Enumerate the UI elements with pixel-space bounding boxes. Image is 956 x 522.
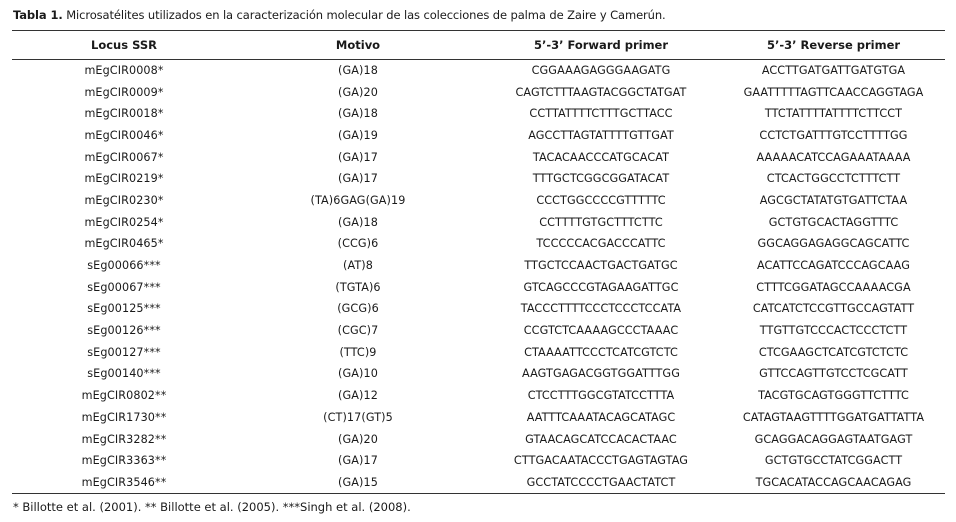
cell-reverse-primer: ACCTTGATGATTGATGTGA	[761, 64, 906, 78]
cell-forward-primer: AAGTGAGACGGTGGATTTGG	[522, 367, 680, 381]
cell-locus: mEgCIR0018*	[84, 107, 164, 121]
cell-forward-primer: CTTGACAATACCCTGAGTAGTAG	[513, 454, 689, 468]
cell-locus: sEg00066***	[87, 259, 161, 273]
table-row	[12, 103, 945, 125]
cell-locus: sEg00140***	[87, 367, 161, 381]
table-row	[12, 385, 945, 407]
cell-forward-primer: CCTTATTTTCTTTGCTTACC	[529, 107, 673, 121]
cell-motif: (GA)12	[338, 389, 378, 403]
cell-reverse-primer: TGCACATACCAGCAACAGAG	[722, 472, 945, 494]
table-header-row	[12, 31, 945, 60]
table-row	[12, 341, 945, 363]
cell-locus: mEgCIR1730**	[81, 410, 167, 424]
cell-reverse-primer: TTGTTGTCCCACTCCCTCTT	[759, 324, 908, 338]
cell-locus: sEg00127***	[87, 345, 161, 359]
cell-locus: mEgCIR0802**	[81, 389, 167, 403]
column-header-reverse-primer: 5’-3’ Reverse primer	[722, 31, 945, 60]
cell-reverse-primer: CTCACTGGCCTCTTTCTT	[766, 172, 901, 186]
cell-forward-primer: CCTTTTGTGCTTTCTTC	[539, 215, 663, 229]
cell-locus: mEgCIR0046*	[84, 128, 164, 142]
cell-locus: mEgCIR3546**	[12, 472, 236, 494]
cell-forward-primer: AGCCTTAGTATTTTGTTGAT	[528, 128, 674, 142]
cell-motif: (GA)17	[338, 172, 378, 186]
cell-forward-primer: TCCCCCACGACCCATTC	[536, 237, 666, 251]
table-row	[12, 81, 945, 103]
cell-reverse-primer: CCTCTGATTTGTCCTTTTGG	[759, 128, 908, 142]
cell-forward-primer: CCGTCTCAAAAGCCCTAAAC	[523, 324, 679, 338]
cell-locus: mEgCIR0067*	[84, 150, 164, 164]
cell-locus: mEgCIR3363**	[81, 454, 167, 468]
table-caption	[13, 8, 666, 22]
table-caption-text: Microsatélites utilizados en la caracterización molecular de las colecciones de palma de Zaire y Camerún.	[62, 8, 666, 22]
cell-forward-primer: TACCCTTTTCCCTCCCTCCATA	[520, 302, 682, 316]
cell-motif: (GA)15	[236, 472, 480, 494]
cell-reverse-primer: GGCAGGAGAGGCAGCATTC	[757, 237, 910, 251]
cell-forward-primer: CCCTGGCCCCGTTTTTC	[536, 193, 666, 207]
cell-reverse-primer: CATCATCTCCGTTGCCAGTATT	[752, 302, 915, 316]
ssr-primer-table	[12, 30, 945, 494]
table-row	[12, 190, 945, 212]
cell-forward-primer: CTCCTTTGGCGTATCCTTTA	[527, 389, 675, 403]
cell-motif: (GA)18	[338, 64, 378, 78]
cell-motif: (TTC)9	[339, 345, 377, 359]
cell-reverse-primer: GCAGGACAGGAGTAATGAGT	[754, 432, 913, 446]
cell-motif: (GA)18	[338, 215, 378, 229]
table-row	[12, 168, 945, 190]
cell-locus: sEg00125***	[87, 302, 161, 316]
ssr-table-container	[12, 30, 945, 494]
table-caption-label: Tabla 1.	[13, 8, 63, 22]
cell-motif: (GA)20	[338, 432, 378, 446]
cell-reverse-primer: AGCGCTATATGTGATTCTAA	[759, 193, 908, 207]
cell-forward-primer: TTTGCTCGGCGGATACAT	[532, 172, 670, 186]
cell-motif: (GA)20	[338, 85, 378, 99]
cell-reverse-primer: GAATTTTTAGTTCAACCAGGTAGA	[743, 85, 924, 99]
table-row	[12, 472, 945, 494]
table-body	[12, 60, 945, 494]
cell-forward-primer: TTGCTCCAACTGACTGATGC	[524, 259, 678, 273]
cell-forward-primer: AATTTCAAATACAGCATAGC	[526, 410, 676, 424]
column-header-forward-primer: 5’-3’ Forward primer	[480, 31, 722, 60]
cell-locus: mEgCIR0219*	[84, 172, 164, 186]
cell-reverse-primer: TTCTATTTTATTTTCTTCCT	[764, 107, 903, 121]
cell-locus: sEg00067***	[87, 280, 161, 294]
cell-forward-primer: GTAACAGCATCCACACTAAC	[525, 432, 677, 446]
cell-motif: (CGC)7	[337, 324, 379, 338]
table-row	[12, 60, 945, 82]
table-row	[12, 450, 945, 472]
cell-reverse-primer: ACATTCCAGATCCCAGCAAG	[756, 259, 911, 273]
cell-reverse-primer: GCTGTGCACTAGGTTTC	[768, 215, 899, 229]
table-row	[12, 146, 945, 168]
table-row	[12, 320, 945, 342]
cell-forward-primer: TACACAACCCATGCACAT	[532, 150, 670, 164]
cell-motif: (GA)18	[338, 107, 378, 121]
table-row	[12, 233, 945, 255]
cell-locus: mEgCIR0465*	[84, 237, 164, 251]
table-row	[12, 255, 945, 277]
cell-motif: (CT)17(GT)5	[323, 410, 393, 424]
cell-motif: (GA)17	[338, 454, 378, 468]
cell-reverse-primer: CTCGAAGCTCATCGTCTCTC	[758, 345, 909, 359]
cell-motif: (TA)6GAG(GA)19	[310, 193, 406, 207]
cell-reverse-primer: TACGTGCAGTGGGTTCTTTC	[758, 389, 909, 403]
table-row	[12, 125, 945, 147]
cell-reverse-primer: GCTGTGCCTATCGGACTT	[764, 454, 903, 468]
table-footnote: * Billotte et al. (2001). ** Billotte et al. (2005). ***Singh et al. (2008).	[13, 500, 411, 514]
cell-reverse-primer: CATAGTAAGTTTTGGATGATTATTA	[742, 410, 925, 424]
cell-motif: (TGTA)6	[335, 280, 381, 294]
cell-motif: (GA)10	[338, 367, 378, 381]
table-row	[12, 298, 945, 320]
cell-locus: mEgCIR0009*	[84, 85, 164, 99]
cell-reverse-primer: CTTTCGGATAGCCAAAACGA	[756, 280, 911, 294]
cell-reverse-primer: GTTCCAGTTGTCCTCGCATT	[759, 367, 908, 381]
table-row	[12, 407, 945, 429]
cell-motif: (GCG)6	[337, 302, 379, 316]
cell-motif: (GA)19	[338, 128, 378, 142]
table-row	[12, 363, 945, 385]
column-header-motif: Motivo	[236, 31, 480, 60]
cell-locus: mEgCIR0008*	[84, 64, 164, 78]
cell-motif: (AT)8	[343, 259, 373, 273]
cell-reverse-primer: AAAAACATCCAGAAATAAAA	[756, 150, 911, 164]
cell-forward-primer: CTAAAATTCCCTCATCGTCTC	[524, 345, 678, 359]
cell-motif: (CCG)6	[337, 237, 379, 251]
cell-locus: mEgCIR0230*	[84, 193, 164, 207]
table-row	[12, 211, 945, 233]
cell-locus: mEgCIR0254*	[84, 215, 164, 229]
cell-locus: sEg00126***	[87, 324, 161, 338]
cell-forward-primer: CGGAAAGAGGGAAGATG	[531, 64, 671, 78]
cell-motif: (GA)17	[338, 150, 378, 164]
column-header-locus: Locus SSR	[12, 31, 236, 60]
table-row	[12, 428, 945, 450]
cell-forward-primer: GTCAGCCCGTAGAAGATTGC	[523, 280, 679, 294]
table-row	[12, 276, 945, 298]
cell-locus: mEgCIR3282**	[81, 432, 167, 446]
cell-forward-primer: CAGTCTTTAAGTACGGCTATGAT	[515, 85, 687, 99]
cell-forward-primer: GCCTATCCCCTGAACTATCT	[480, 472, 722, 494]
